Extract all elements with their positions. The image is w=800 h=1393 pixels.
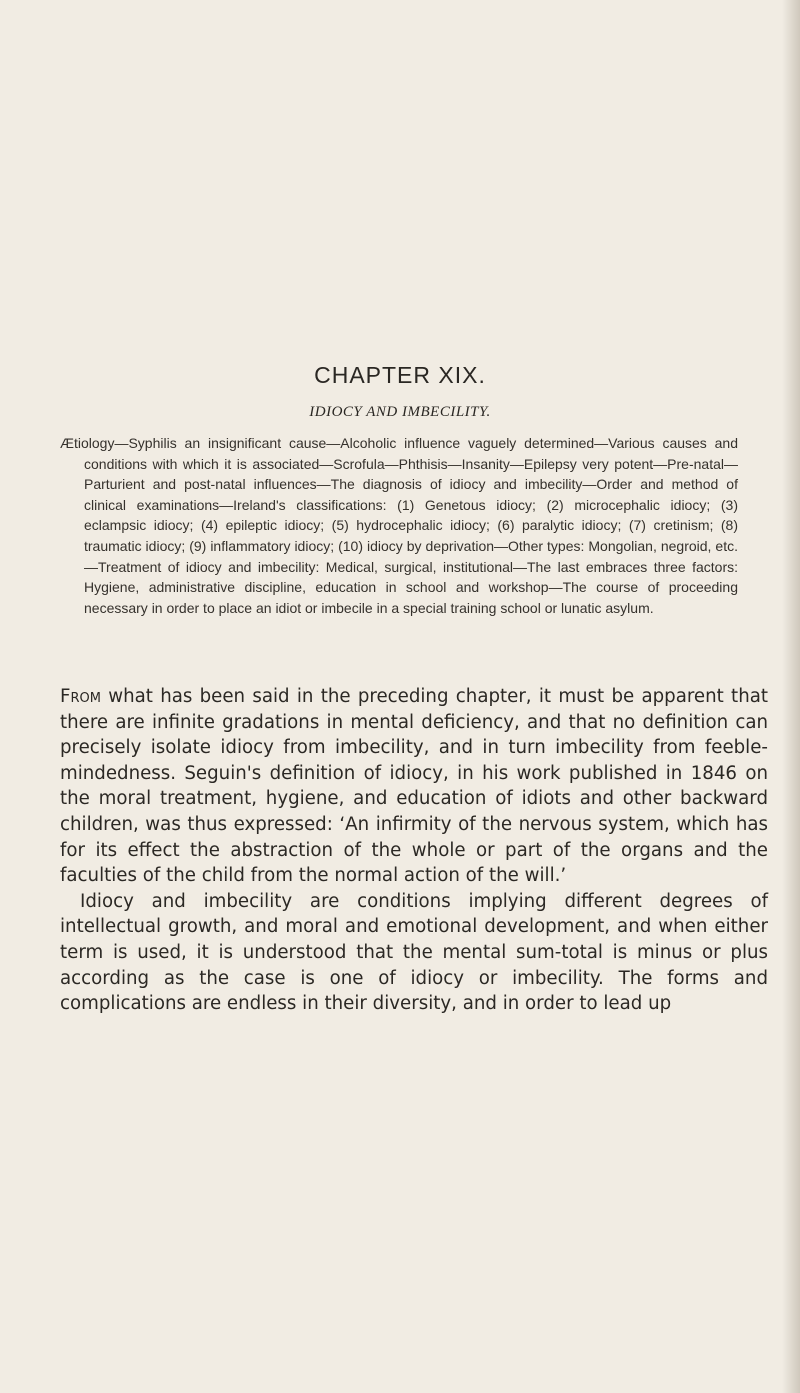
- body-text: [60, 684, 768, 1017]
- paragraph-2: Idiocy and imbecility are conditions implying different degrees of intellectual growth, and moral and emotional development, and when either term is used, it is understood that the mental sum-total is minus or plus according as the case is one of idiocy or imbecility. The forms and complications are endless in their diversity, and in order to lead up: [60, 890, 768, 1015]
- chapter-heading: CHAPTER XIX.: [314, 362, 486, 388]
- chapter-title: IDIOCY AND IMBECILITY.: [309, 404, 491, 420]
- page-edge-shadow: [782, 0, 800, 1393]
- paragraph-1-lead: From: [60, 686, 101, 707]
- paragraph-1-text: what has been said in the preceding chapter, it must be apparent that there are infinite gradations in mental deficiency, and that no definition can precisely isolate idiocy from imbecility, and in turn imbecility from feeble-mindedness. Seguin's definition of idiocy, in his work published in 1846 on the moral treatment, hygiene, and education of idiots and other backward children, was thus expressed: ‘An infirmity of the nervous system, which has for its effect the abstraction of the whole or part of the organs and the faculties of the child from the normal action of the will.’: [60, 686, 768, 887]
- synopsis-text: Ætiology—Syphilis an insignificant cause—Alcoholic influence vaguely determined—Various causes and conditions with which it is associated—Scrofula—Phthisis—Insanity—Epilepsy very potent—Pre-natal—Parturient and post-natal influences—The diagnosis of idiocy and imbecility—Order and method of clinical examinations—Ireland's classifications: (1) Genetous idiocy; (2) microcephalic idiocy; (3) eclampsic idiocy; (4) epileptic idiocy; (5) hydrocephalic idiocy; (6) paralytic idiocy; (7) cretinism; (8) traumatic idiocy; (9) inflammatory idiocy; (10) idiocy by deprivation—Other types: Mongolian, negroid, etc.—Treatment of idiocy and imbecility: Medical, surgical, institutional—The last embraces three factors: Hygiene, administrative discipline, education in school and workshop—The course of proceeding necessary in order to place an idiot or imbecile in a special training school or lunatic asylum.: [60, 435, 738, 616]
- paragraph-1: [60, 684, 768, 889]
- chapter-synopsis: [60, 433, 738, 618]
